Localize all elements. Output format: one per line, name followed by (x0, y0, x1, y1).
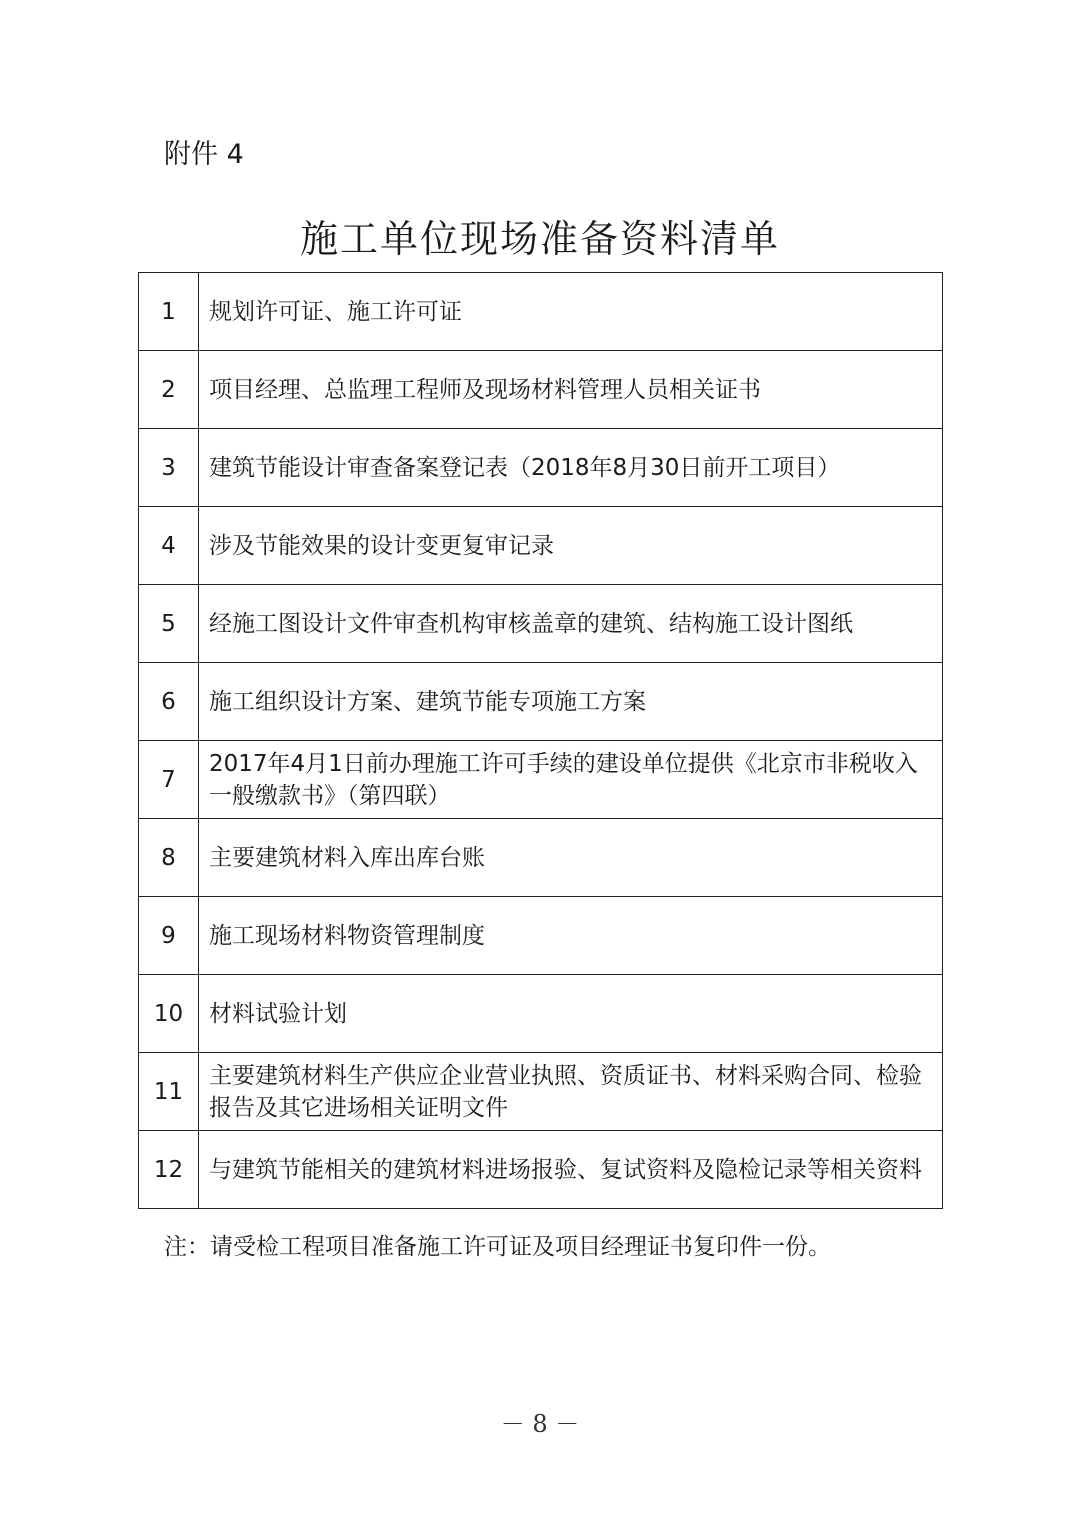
row-item-text: 材料试验计划 (199, 975, 943, 1053)
page-number: － 8 － (500, 1410, 580, 1438)
row-item-text: 施工组织设计方案、建筑节能专项施工方案 (199, 663, 943, 741)
row-item-text: 主要建筑材料生产供应企业营业执照、资质证书、材料采购合同、检验报告及其它进场相关证明文件 (199, 1053, 943, 1131)
row-item-text: 2017年4月1日前办理施工许可手续的建设单位提供《北京市非税收入一般缴款书》（第四联） (199, 741, 943, 819)
table-row (139, 1053, 943, 1131)
row-number: 10 (139, 975, 199, 1053)
row-item-text: 规划许可证、施工许可证 (199, 273, 943, 351)
row-number: 12 (139, 1131, 199, 1209)
row-number: 7 (139, 741, 199, 819)
checklist-table (138, 272, 943, 1209)
table-row (139, 351, 943, 429)
row-number: 11 (139, 1053, 199, 1131)
row-item-text: 项目经理、总监理工程师及现场材料管理人员相关证书 (199, 351, 943, 429)
row-item-text: 经施工图设计文件审查机构审核盖章的建筑、结构施工设计图纸 (199, 585, 943, 663)
row-number: 6 (139, 663, 199, 741)
table-row (139, 897, 943, 975)
table-row (139, 975, 943, 1053)
document-title: 施工单位现场准备资料清单 (299, 217, 780, 261)
row-number: 9 (139, 897, 199, 975)
row-item-text: 涉及节能效果的设计变更复审记录 (199, 507, 943, 585)
row-number: 1 (139, 273, 199, 351)
table-row (139, 1131, 943, 1209)
row-number: 3 (139, 429, 199, 507)
footnote: 注：请受检工程项目准备施工许可证及项目经理证书复印件一份。 (164, 1234, 831, 1260)
table-row (139, 663, 943, 741)
row-item-text: 施工现场材料物资管理制度 (199, 897, 943, 975)
row-item-text: 与建筑节能相关的建筑材料进场报验、复试资料及隐检记录等相关资料 (199, 1131, 943, 1209)
table-row (139, 741, 943, 819)
row-number: 8 (139, 819, 199, 897)
table-row (139, 819, 943, 897)
row-item-text: 主要建筑材料入库出库台账 (199, 819, 943, 897)
table-row (139, 429, 943, 507)
row-number: 5 (139, 585, 199, 663)
table-row (139, 273, 943, 351)
attachment-label: 附件 4 (164, 139, 244, 170)
row-item-text: 建筑节能设计审查备案登记表（2018年8月30日前开工项目） (199, 429, 943, 507)
table-row (139, 585, 943, 663)
row-number: 2 (139, 351, 199, 429)
row-number: 4 (139, 507, 199, 585)
table-row (139, 507, 943, 585)
